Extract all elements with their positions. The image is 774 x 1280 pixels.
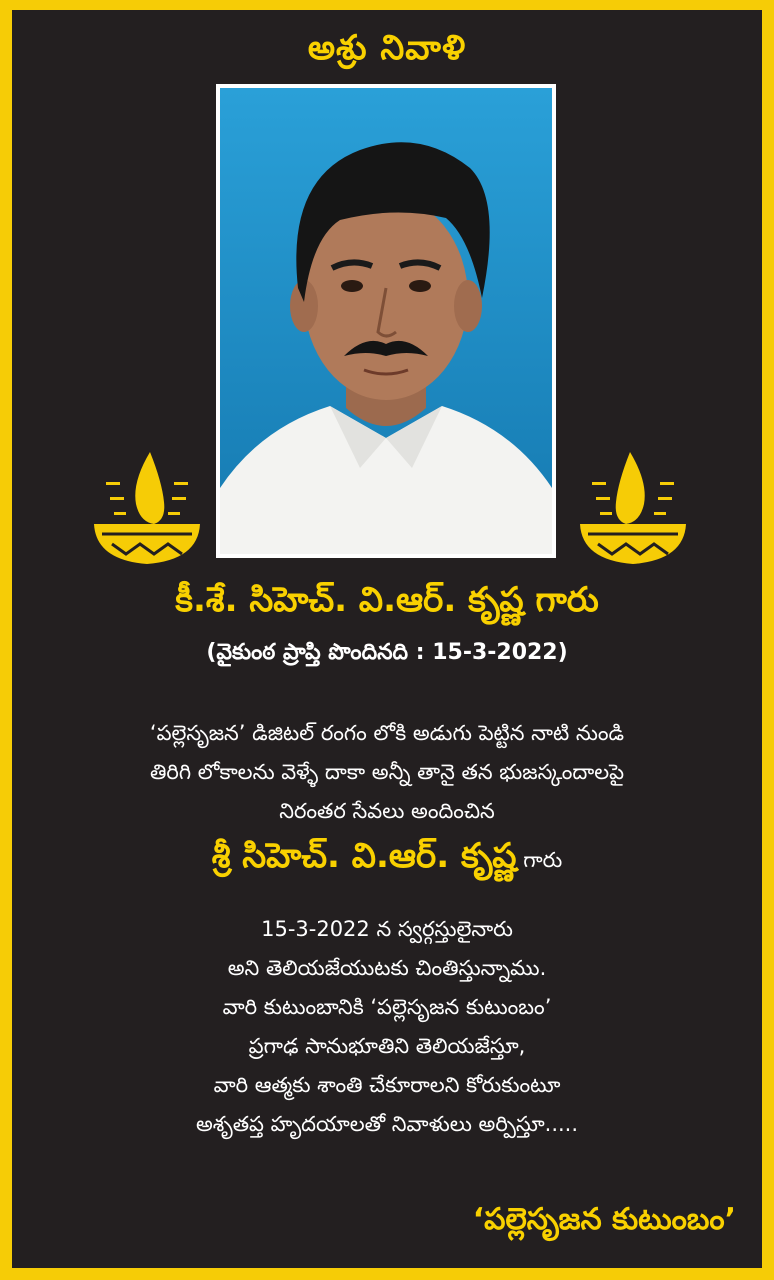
tribute-line: ‘పల్లెసృజన’ డిజిటల్ రంగం లోకి అడుగు పెట్టిన నాటి నుండి [149,721,625,745]
honor-name: శ్రీ సిహెచ్. వి.ఆర్. కృష్ణ [211,836,517,876]
tribute-line: నిరంతర సేవలు అందించిన [279,799,495,823]
honor-suffix: గారు [523,848,563,872]
portrait-photo [220,88,552,554]
tribute-line: తిరిగి లోకాలను వెళ్ళే దాకా అన్నీ తానై తన భుజస్కందాలపై [149,760,625,784]
deceased-name: కీ.శే. సిహెచ్. వి.ఆర్. కృష్ణ గారు [175,580,599,620]
message-line: ప్రగాఢ సానుభూతిని తెలియజేస్తూ, [248,1034,526,1058]
condolence-card [12,10,762,1268]
message-line: వారి కుటుంబానికి ‘పల్లెసృజన కుటుంబం’ [222,995,552,1019]
message-line: వారి ఆత్మకు శాంతి చేకూరాలని కోరుకుంటూ [213,1073,561,1097]
signature: ‘పల్లెసృజన కుటుంబం’ [472,1202,736,1237]
message-line: 15-3-2022 న స్వర్గస్తులైనారు [261,917,513,941]
oil-lamp-icon [578,442,688,582]
tribute-intro [12,714,762,881]
death-date-line: (వైకుంఠ ప్రాప్తి పొందినది : 15-3-2022) [206,640,568,665]
portrait-frame [216,84,556,558]
honor-name-row [12,831,762,881]
portrait-illustration [220,88,552,554]
page-title: అశ్రు నివాళి [307,28,467,68]
oil-lamp-icon [92,442,202,582]
tribute-message [12,910,762,1144]
message-line: అశృతప్త హృదయాలతో నివాళులు అర్పిస్తూ..... [195,1112,579,1136]
message-line: అని తెలియజేయుటకు చింతిస్తున్నాము. [227,956,547,980]
